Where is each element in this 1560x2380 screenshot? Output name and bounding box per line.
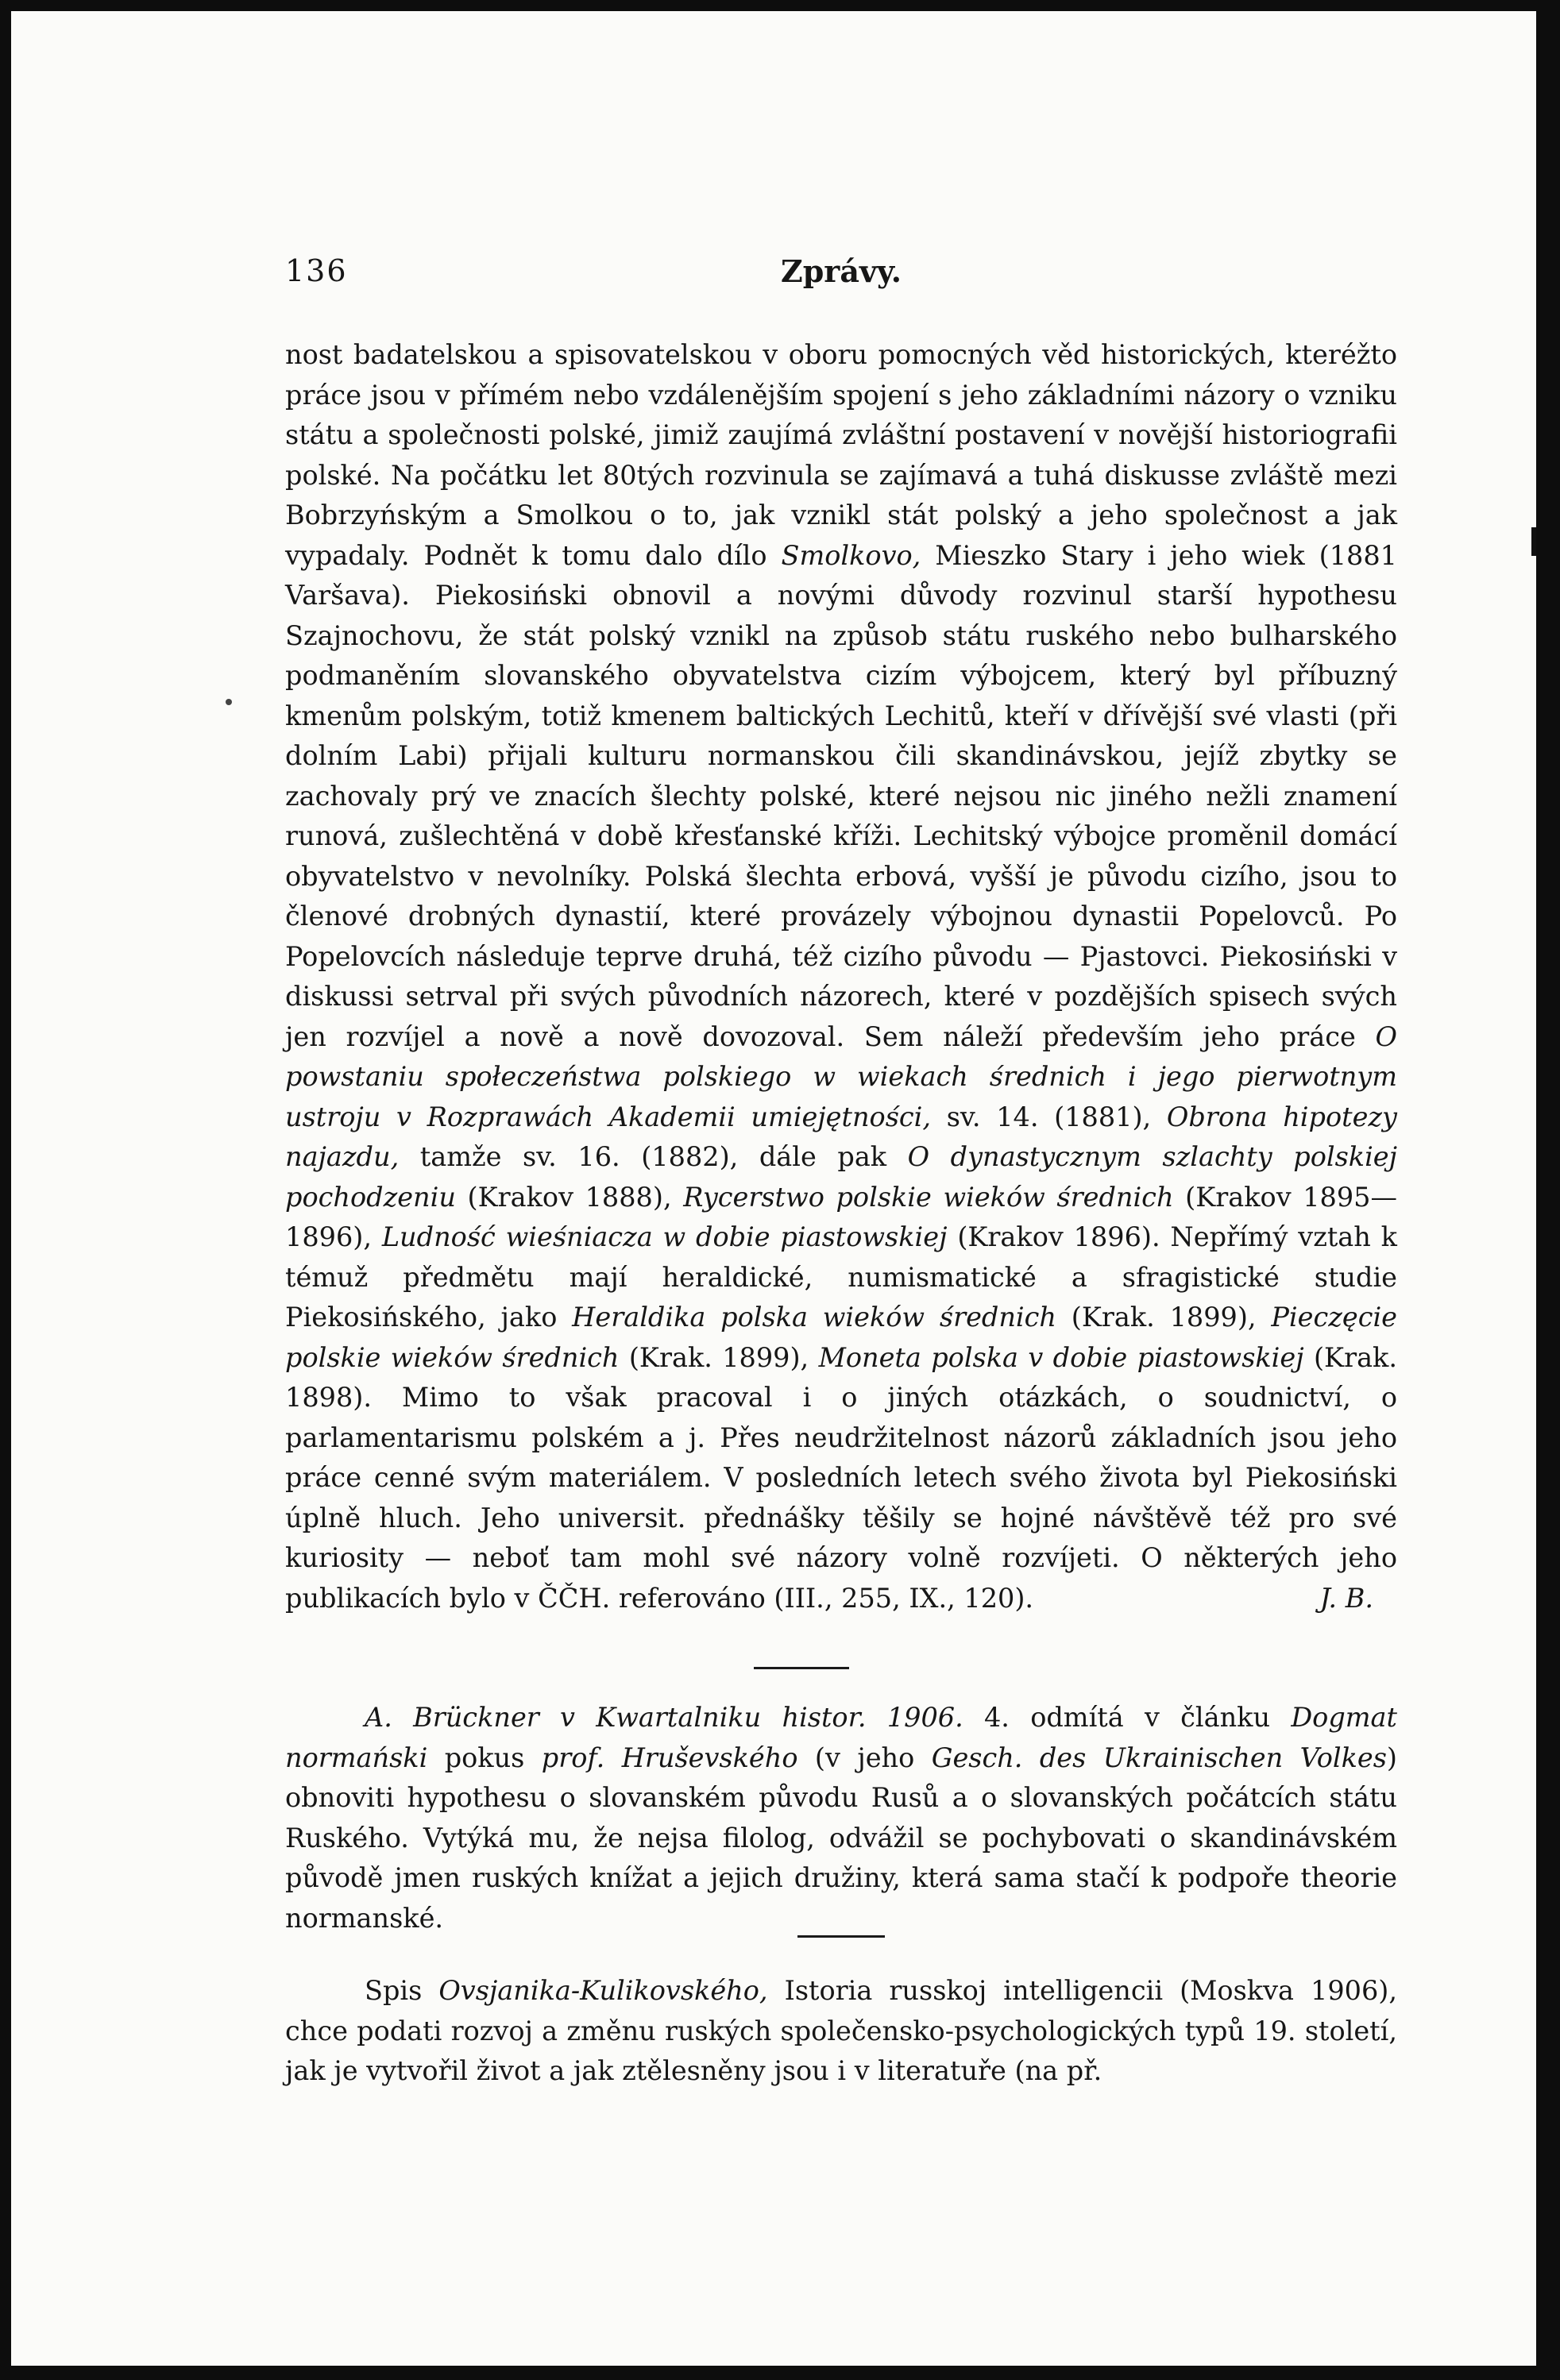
page-number: 136 <box>285 253 348 288</box>
paragraph-piekosinski <box>285 335 1397 1618</box>
paragraph-bruckner: A. Brückner v Kwartalniku histor. 1906. 4. odmítá v článku Dogmat normański pokus prof. Hruševského (v jeho Gesch. des Ukrainischen Volkes) obnoviti hypothesu o slovanském původu Rusů a o slovanských počátcích státu Ruského. Vytýká mu, že nejsa filolog, odvážil se pochybovati o skandinávském původě jmen ruských knížat a jejich družiny, která sama stačí k podpoře theorie normanské. <box>285 1702 1397 1934</box>
scanned-page <box>11 11 1536 2366</box>
paragraph-1-text: nost badatelskou a spisovatelskou v oboru pomocných věd historických, kteréžto práce jsou v přímém nebo vzdálenějším spojení s jeho základními názory o vzniku státu a společnosti polské, jimiž zaujímá zvláštní postavení v novější historiografii polské. Na počátku let 80tých rozvinula se zajímavá a tuhá diskusse zvláště mezi Bobrzyńským a Smolkou o to, jak vznikl stát polský a jeho společnost a jak vypadaly. Podnět k tomu dalo dílo Smolkovo, Mieszko Stary i jeho wiek (1881 Varšava). Piekosiński obnovil a novými důvody rozvinul starší hypothesu Szajnochovu, že stát polský vznikl na způsob státu ruského nebo bulharského podmaněním slovanského obyvatelstva cizím výbojcem, který byl příbuzný kmenům polským, totiž kmenem baltických Lechitů, kteří v dřívější své vlasti (při dolním Labi) přijali kulturu normanskou čili skandinávskou, jejíž zbytky se zachovaly prý ve znacích šlechty polské, které nejsou nic jiného nežli znamení runová, zušlechtěná v době křesťanské kříži. Lechitský výbojce proměnil domácí obyvatelstvo v nevolníky. Polská šlechta erbová, vyšší je původu cizího, jsou to členové drobných dynastií, které provázely výbojnou dynastii Popelovců. Po Popelovcích následuje teprve druhá, též cizího původu — Pjastovci. Piekosiński v diskussi setrval při svých původních názorech, které v pozdějších spisech svých jen rozvíjel a nově a nově dovozoval. Sem náleží především jeho práce O powstaniu społeczeństwa polskiego w wiekach średnich i jego pierwotnym ustroju v Rozprawách Akademii umiejętności, sv. 14. (1881), Obrona hipotezy najazdu, tamže sv. 16. (1882), dále pak O dynastycznym szlachty polskiej pochodzeniu (Krakov 1888), Rycerstwo polskie wieków średnich (Krakov 1895—1896), Ludność wieśniacza w dobie piastowskiej (Krakov 1896). Nepřímý vztah k témuž předmětu mají heraldické, numismatické a sfragistické studie Piekosińského, jako Heraldika polska wieków średnich (Krak. 1899), Pieczęcie polskie wieków średnich (Krak. 1899), Moneta polska v dobie piastowskiej (Krak. 1898). Mimo to však pracoval i o jiných otázkách, o soudnictví, o parlamentarismu polském a j. Přes neudržitelnost názorů základních jsou jeho práce cenné svým materiálem. V posledních letech svého života byl Piekosiński úplně hluch. Jeho universit. přednášky těšily se hojné návštěvě též pro své kuriosity — neboť tam mohl své názory volně rozvíjeti. O některých jeho publikacích bylo v ČČH. referováno (III., 255, IX., 120). <box>285 339 1398 1614</box>
page-speck <box>226 699 232 705</box>
page-header <box>285 253 1397 301</box>
running-title: Zprávy. <box>781 253 902 289</box>
paragraph-ovsjanika: Spis Ovsjanika-Kulikovského, Istoria russkoj intelligencii (Moskva 1906), chce podati rozvoj a změnu ruských společensko-psychologických typů 19. století, jak je vytvořil život a jak ztělesněny jsou i v literatuře (na př. <box>285 1975 1398 2086</box>
author-signature: J. B. <box>1319 1582 1373 1614</box>
scan-border <box>1536 0 1560 2380</box>
section-divider <box>797 1935 885 1938</box>
section-divider <box>754 1667 849 1669</box>
